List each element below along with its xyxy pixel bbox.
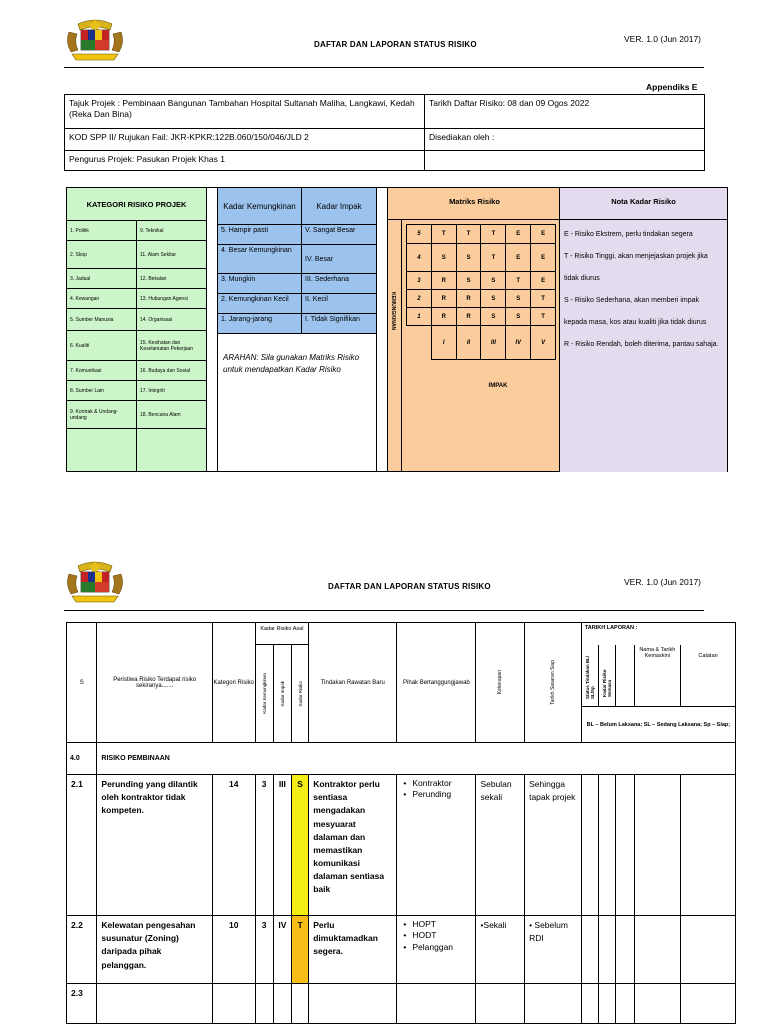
matriks-impak: III [481,326,506,360]
row-empty [634,775,681,916]
matriks-cell: E [506,244,531,272]
impak-header: Kadar Impak [302,188,377,225]
version-label: VER. 1.0 (Jun 2017) [624,34,702,44]
matriks-impak: IV [506,326,531,360]
header-kekerapan-cell [476,623,525,743]
row-empty [599,984,616,1024]
header-catatan: Catatan [681,645,736,707]
header-kadar-risiko: Kadar Risiko [297,680,303,707]
section-number: 4.0 [67,743,97,775]
matriks-cell: T [481,244,506,272]
kategori-item: 12. Bekalan [137,269,207,289]
matriks-cell: S [506,308,531,326]
matriks-cell: S [506,290,531,308]
header-peristiwa: Peristiwa Risiko Terdapat risiko sekiranya....... [97,623,213,743]
matriks-grid [406,224,556,360]
matriks-panel [387,187,560,472]
matriks-cell: E [531,225,556,244]
matriks-cell: T [481,225,506,244]
matriks-k: 5 [407,225,432,244]
document-title: DAFTAR DAN LAPORAN STATUS RISIKO [314,40,477,49]
matriks-impak: V [531,326,556,360]
row-number: 2.1 [67,775,97,916]
header-status: Status Tindakan BL/ SL/Sp [584,656,595,700]
matriks-cell: S [456,272,481,290]
matriks-axis-impak: IMPAK [488,383,508,389]
row-kemungkinan: 3 [255,916,273,984]
header-blank [616,645,634,707]
header-kategori: Kategori Risiko [212,623,255,743]
risk-register-table [66,622,736,1024]
kategori-item: 2. Skop [67,241,137,269]
pihak-item: • Kontraktor [401,778,471,789]
row-empty [616,984,634,1024]
kemungkinan-header: Kadar Kemungkinan [218,188,302,225]
kategori-item: 13. Hubungan Agensi [137,289,207,309]
row-empty [616,775,634,916]
nota-item-tinggi: T - Risiko Tinggi, akan menjejaskan projek jika tidak diurus [564,253,708,282]
nota-header: Nota Kadar Risiko [560,188,727,220]
section-title: RISIKO PEMBINAAN [97,743,736,775]
header-nama: Nama & Tarikh Kemaskini [634,645,681,707]
matriks-cell: R [431,308,456,326]
header-pihak: Pihak Bertanggungjawab [397,623,476,743]
row-kekerapan: •Sekali [476,916,525,984]
matriks-cell: T [431,225,456,244]
kategori-item: 7. Komunikasi [67,361,137,381]
row-tindakan: Perlu dimuktamadkan segera. [309,916,397,984]
row-impak: III [273,775,291,916]
pihak-item: • HODT [401,930,471,941]
row-risiko-badge: S [291,775,308,916]
row-empty [616,916,634,984]
kemungkinan-level: 3. Mungkin [218,274,302,294]
kategori-item: 11. Alam Sekitar [137,241,207,269]
kategori-item: 9. Kontrak & Undang-undang [67,401,137,429]
impak-level: I. Tidak Signifikan [302,314,377,334]
matriks-cell: S [481,272,506,290]
project-info-table [64,94,705,171]
row-kekerapan: Sebulan sekali [476,775,525,916]
legend-gap [376,187,387,472]
kategori-item: 5. Sumber Manusia [67,309,137,331]
header-status-cell [581,645,598,707]
header-rule [64,67,704,68]
row-peristiwa: Perunding yang dilantik oleh kontraktor tidak kompeten. [97,775,213,916]
matriks-k: 4 [407,244,432,272]
matriks-cell: T [531,308,556,326]
nota-body [560,220,727,472]
matriks-k: 1 [407,308,432,326]
header-kadar-semasa: Kadar Risiko Semasa [602,669,613,698]
arahan-text: ARAHAN: Sila gunakan Matriks Risiko untuk mendapatkan Kadar Risiko [218,334,377,472]
matriks-cell: E [531,272,556,290]
matriks-cell: E [506,225,531,244]
kemungkinan-level: 1. Jarang-jarang [218,314,302,334]
row-empty [273,984,291,1024]
matriks-impak: I [431,326,456,360]
row-impak: IV [273,916,291,984]
matriks-axis-strip [388,220,402,472]
project-title: Tajuk Projek : Pembinaan Bangunan Tambahan Hospital Sultanah Maliha, Langkawi, Kedah (Reka Dan Bina) [65,95,425,129]
nota-item-ekstrem: E - Risiko Ekstrem, perlu tindakan segera [564,231,693,238]
kategori-empty [67,429,137,472]
header-tarikh-laporan: TARIKH LAPORAN : [581,623,735,645]
row-empty [525,984,582,1024]
kategori-item: 1. Politik [67,221,137,241]
impak-level: V. Sangat Besar [302,225,377,245]
matriks-impak: II [456,326,481,360]
table-row [67,916,736,984]
row-pihak [397,775,476,916]
malaysia-coat-of-arms-icon [64,560,126,604]
row-tarikh: • Sebelum RDI [525,916,582,984]
matriks-cell: T [531,290,556,308]
matriks-header: Matriks Risiko [388,188,561,220]
kategori-item: 9. Teknikal [137,221,207,241]
legend-gap [206,187,217,472]
header-risiko-cell [291,645,308,743]
row-empty [397,984,476,1024]
row-empty [97,984,213,1024]
document-title: DAFTAR DAN LAPORAN STATUS RISIKO [328,582,491,591]
appendix-label: Appendiks E [646,82,698,92]
row-empty [255,984,273,1024]
pihak-item: • HOPT [401,919,471,930]
kategori-item: 18. Bencana Alam [137,401,207,429]
row-empty [212,984,255,1024]
kategori-item: 8. Sumber Lain [67,381,137,401]
kategori-item: 6. Kualiti [67,331,137,361]
row-empty [599,916,616,984]
header-kadar-kemungkinan: Kadar Kemungkinan [261,673,267,714]
matriks-k: 2 [407,290,432,308]
kategori-empty [137,429,207,472]
nota-item-rendah: R - Risiko Rendah, boleh diterima, pantau sahaja. [564,341,719,348]
matriks-cell: R [431,290,456,308]
row-tindakan: Kontraktor perlu sentiasa mengadakan mesyuarat dalaman dan memastikan komunikasi dalaman sentiasa baik [309,775,397,916]
kategori-item: 17. Integriti [137,381,207,401]
row-risiko-badge: T [291,916,308,984]
project-manager-extra [425,151,705,171]
row-empty [634,916,681,984]
row-empty [581,775,598,916]
row-empty [291,984,308,1024]
kategori-item: 16. Budaya dan Sosial [137,361,207,381]
matriks-corner [407,326,432,360]
header-kemungkinan-cell [255,645,273,743]
kategori-item: 4. Kewangan [67,289,137,309]
header-s: S [67,623,97,743]
kategori-item: 14. Organisasi [137,309,207,331]
version-label: VER. 1.0 (Jun 2017) [624,577,702,587]
matriks-k: 3 [407,272,432,290]
kategori-item: 15. Kesihatan dan Keselamatan Pekerjaan [137,331,207,361]
row-empty [681,984,736,1024]
header-rule [64,610,704,611]
impak-level: IV. Besar [302,245,377,274]
kemungkinan-level: 2. Kemungkinan Kecil [218,294,302,314]
table-row [67,984,736,1024]
matriks-cell: R [456,308,481,326]
matriks-cell: S [481,308,506,326]
row-kemungkinan: 3 [255,775,273,916]
row-empty [681,916,736,984]
row-peristiwa: Kelewatan pengesahan susunatur (Zoning) daripada pihak pelanggan. [97,916,213,984]
row-kategori: 14 [212,775,255,916]
header-status-note: BL – Belum Laksana; SL – Sedang Laksana; Sp – Siap; [581,707,735,743]
impak-level: II. Kecil [302,294,377,314]
header-tindakan: Tindakan Rawatan Baru [309,623,397,743]
kategori-header: KATEGORI RISIKO PROJEK [67,188,207,221]
kategori-item: 3. Jadual [67,269,137,289]
header-kekerapan: Kekerapan [497,670,504,695]
row-tarikh: Sehingga tapak projek [525,775,582,916]
table-row [67,775,736,916]
row-empty [309,984,397,1024]
project-manager: Pengurus Projek: Pasukan Projek Khas 1 [65,151,425,171]
kadar-table [217,187,377,472]
prepared-by: Disediakan oleh : [425,129,705,151]
header-kadar-asal: Kadar Risiko Asal [255,623,309,645]
row-empty [681,775,736,916]
matriks-cell: S [481,290,506,308]
kemungkinan-level: 5. Hampir pasti [218,225,302,245]
file-reference: KOD SPP II/ Rujukan Fail: JKR-KPKR:122B.060/150/046/JLD 2 [65,129,425,151]
row-empty [581,916,598,984]
nota-panel [560,187,728,472]
nota-item-sederhana: S - Risiko Sederhana, akan memberi impak kepada masa, kos atau kualiti jika tidak diurus [564,297,707,326]
row-empty [634,984,681,1024]
matriks-cell: S [456,244,481,272]
row-pihak [397,916,476,984]
header-tarikh-cell [525,623,582,743]
row-number: 2.3 [67,984,97,1024]
row-empty [476,984,525,1024]
kategori-table [66,187,207,472]
header-impak-cell [273,645,291,743]
header-kadar-impak: Kadar Impak [279,680,285,707]
malaysia-coat-of-arms-icon [64,18,126,62]
matriks-cell: T [456,225,481,244]
header-semasa-cell [599,645,616,707]
row-number: 2.2 [67,916,97,984]
matriks-cell: E [531,244,556,272]
row-kategori: 10 [212,916,255,984]
impak-level: III. Sederhana [302,274,377,294]
pihak-item: • Perunding [401,789,471,800]
matriks-cell: T [506,272,531,290]
matriks-cell: R [456,290,481,308]
matriks-cell: R [431,272,456,290]
kemungkinan-level: 4. Besar Kemungkinan [218,245,302,274]
header-tarikh-siap: Tarikh Sasaran Siap [549,660,556,705]
pihak-item: • Pelanggan [401,942,471,953]
row-empty [599,775,616,916]
matriks-cell: S [431,244,456,272]
register-date: Tarikh Daftar Risiko: 08 dan 09 Ogos 2022 [425,95,705,129]
matriks-axis-kemungkinan: KEMUNGKINAN [390,292,396,331]
row-empty [581,984,598,1024]
